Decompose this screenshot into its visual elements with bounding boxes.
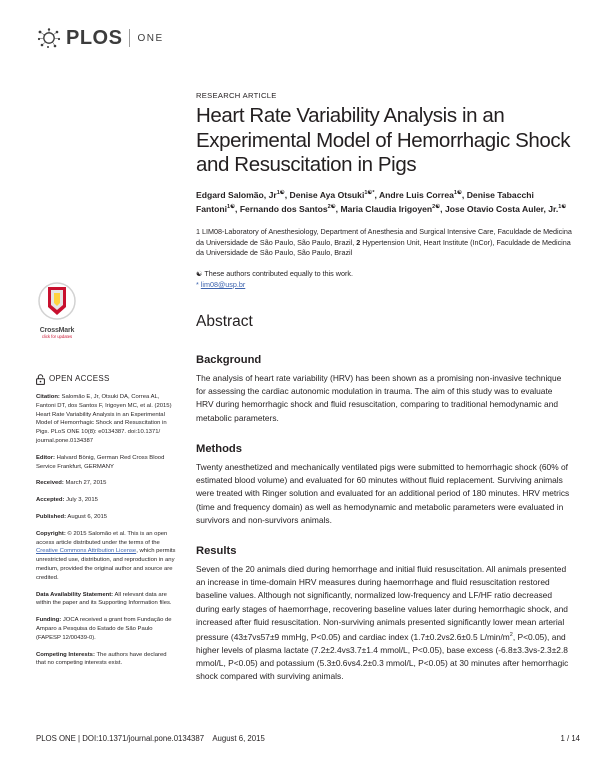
author-name[interactable]: Fernando dos Santos bbox=[239, 203, 328, 214]
author-sup: 1☯ bbox=[453, 190, 462, 196]
data-availability-text: All relevant data are within the paper and its Supporting Information files. bbox=[36, 591, 172, 607]
affiliation-text: Hypertension Unit, Heart Institute (InCor), Faculdade de Medicina da Universidade de São Paulo, São Paulo, Brazil bbox=[196, 237, 571, 258]
results-text-cont: , P<0.05), and higher levels of plasma lactate (7.2±2.4vs3.7±1.4 mmol/L, P<0.05), base excess (-6.8±3.3vs-2.3±2.8 mmol/L, P<0.05) and potassium (5.3±0.6vs4.2±0.3 mmol/L, P<0.05) at 30 minutes after hemorrhagic shock compared with surviving animals. bbox=[196, 631, 569, 682]
author-sup: 1☯ bbox=[558, 203, 567, 210]
copyright-label: Copyright: bbox=[36, 530, 66, 537]
methods-paragraph: Twenty anesthetized and mechanically ventilated pigs were submitted to hemorrhagic shock (60% of estimated blood volume) and evaluated for 60 minutes without fluid replacement. Surviving animals were treated with Ringer solution and evaluated for an additional period of 180 minutes. HRV metrics (time and frequency domain) as well as hemodynamic and metabolic parameters were evaluated in survivors and non-survivors animals. bbox=[196, 462, 570, 525]
accepted-block bbox=[36, 496, 176, 505]
plos-one-logo bbox=[36, 26, 164, 50]
author-sup: 1☯* bbox=[364, 190, 375, 196]
funding-block bbox=[36, 616, 176, 642]
copyright-text-cont: , which permits unrestricted use, distribution, and reproduction in any medium, provided the original author and source are credited. bbox=[36, 548, 176, 581]
equal-contribution-symbol: ☯ bbox=[196, 269, 203, 278]
author-name[interactable]: Denise Aya Otsuki bbox=[289, 189, 365, 200]
abstract-heading: Abstract bbox=[196, 313, 253, 330]
equal-contribution-note bbox=[196, 269, 574, 280]
page-number: 1 / 14 bbox=[560, 734, 580, 743]
citation-block bbox=[36, 393, 176, 446]
affiliations bbox=[196, 227, 574, 259]
author-name[interactable]: Jose Otavio Costa Auler, Jr. bbox=[444, 203, 559, 214]
crossmark-badge[interactable] bbox=[32, 281, 82, 339]
author-sup: 1☯ bbox=[276, 190, 285, 196]
author-name[interactable]: Edgard Salomão, Jr bbox=[196, 189, 277, 200]
results-paragraph bbox=[196, 563, 572, 684]
editor-block bbox=[36, 454, 176, 472]
plos-network-icon bbox=[36, 27, 62, 49]
funding-label: Funding: bbox=[36, 617, 62, 624]
data-availability-block bbox=[36, 591, 176, 609]
plos-wordmark: PLOS bbox=[66, 26, 123, 49]
author-sup: 2☯ bbox=[327, 203, 336, 210]
editor-text: Halvard Bönig, German Red Cross Blood Service Frankfurt, GERMANY bbox=[36, 454, 165, 470]
published-block bbox=[36, 513, 176, 522]
corresponding-symbol: * bbox=[196, 279, 199, 289]
competing-interests-label: Competing Interests: bbox=[36, 651, 95, 658]
copyright-text: © 2015 Salomão et al. This is an open access article distributed under the terms of the bbox=[36, 530, 168, 546]
author-sup: 1☯ bbox=[227, 203, 236, 210]
published-label: Published: bbox=[36, 513, 67, 520]
competing-interests-text: The authors have declared that no competing interests exist. bbox=[36, 651, 167, 667]
crossmark-icon bbox=[32, 281, 82, 321]
accepted-label: Accepted: bbox=[36, 497, 65, 504]
corresponding-author-note bbox=[196, 280, 574, 291]
published-date: August 6, 2015 bbox=[67, 513, 108, 520]
author-list: Edgard Salomão, $Jr^{1☯}$, Denise Aya Otsuki$^{1☯*}$, Andre Luis Correa$^{1☯}$, Denise Tabacchi Fantoni$^{1☯}$, Fernando dos Santos$^{2☯}$, Maria Claudia Irigoyen$^{2☯}$, Jose Otavio Costa Auler, Jr.$^{1☯}$ bbox=[196, 189, 567, 214]
footer-separator: | bbox=[78, 734, 81, 743]
author-name[interactable]: Denise Tabacchi Fantoni bbox=[196, 189, 534, 214]
open-access-badge bbox=[36, 374, 176, 385]
journal-name: ONE bbox=[137, 32, 164, 44]
author-notes bbox=[196, 269, 574, 290]
background-heading: Background bbox=[196, 354, 262, 366]
footer-date: August 6, 2015 bbox=[212, 734, 265, 743]
editor-label: Editor: bbox=[36, 454, 55, 461]
article-type: RESEARCH ARTICLE bbox=[196, 91, 277, 100]
funding-text: JOCA received a grant from Fundação de Amparo a Pesquisa do Estado de São Paulo (FAPESP 12/00439-0). bbox=[36, 617, 172, 641]
citation-label: Citation: bbox=[36, 394, 60, 400]
results-superscript: 2 bbox=[509, 632, 513, 639]
corresponding-email-link[interactable]: lim08@usp.br bbox=[200, 279, 246, 289]
competing-interests-block bbox=[36, 651, 176, 669]
article-sidebar bbox=[36, 374, 176, 676]
received-label: Received: bbox=[36, 480, 64, 487]
author-name[interactable]: Maria Claudia Irigoyen bbox=[340, 203, 433, 214]
citation-text: Salomão E, Jr, Otsuki DA, Correa AL, Fantoni DT, dos Santos F, Irigoyen MC, et al. (2015) Heart Rate Variability Analysis in an Experimental Model of Hemorrhagic Shock and Resuscitation in Pigs. PLoS ONE 10(8): e0134387. doi:10.1371/ journal.pone.0134387 bbox=[36, 394, 172, 444]
data-availability-label: Data Availability Statement: bbox=[36, 591, 114, 598]
methods-heading: Methods bbox=[196, 443, 242, 455]
affiliation-number: 2 bbox=[356, 237, 361, 247]
affiliation-number: 1 bbox=[196, 227, 200, 236]
page-footer bbox=[36, 734, 265, 743]
accepted-date: July 3, 2015 bbox=[66, 497, 98, 504]
crossmark-sublabel: click for updates bbox=[41, 334, 73, 339]
results-text: Seven of the 20 animals died during hemorrhage and initial fluid resuscitation. All animals presented an increase in time-domain HRV measures during haemorrhage and fluid resuscitation restored baseline values. Although not significantly, normalized low-frequency and LF/HF ratio decreased during early stages of haemorrhage, recovering baseline values later during hemorrhagic shock, and increased after fluid resuscitation. Non-surviving animals presented significantly lower mean arterial pressure (43±7vs57±9 mmHg, P<0.05) and cardiac index (1.7±0.2vs2.6±0.5 L/min/m bbox=[196, 564, 568, 642]
open-access-label: OPEN ACCESS bbox=[49, 374, 110, 384]
article-title: Heart Rate Variability Analysis in an Experimental Model of Hemorrhagic Shock and Resuscitation in Pigs bbox=[196, 104, 571, 176]
author-sup: 2☯ bbox=[432, 203, 441, 210]
received-date: March 27, 2015 bbox=[65, 480, 107, 487]
copyright-block bbox=[36, 530, 176, 583]
affiliation-text: LIM08-Laboratory of Anesthesiology, Department of Anesthesia and Surgical Intensive Care, Faculdade de Medicina da Universidade de São Paulo, São Paulo, Brazil, bbox=[196, 227, 572, 247]
background-paragraph: The analysis of heart rate variability (HRV) has been shown as a promising non-invasive technique for assessing the cardiac autonomic modulation in trauma. The aim of this study was to evaluate HRV during hemorrhagic shock and fluid resuscitation, comparing to traditional hemodynamic and metabolic parameters. bbox=[196, 373, 562, 423]
crossmark-label: CrossMark bbox=[39, 327, 75, 334]
author-name[interactable]: Andre Luis Correa bbox=[378, 189, 454, 200]
license-link[interactable]: Creative Commons Attribution License bbox=[36, 548, 137, 555]
results-heading: Results bbox=[196, 545, 237, 557]
logo-divider bbox=[129, 29, 130, 47]
received-block bbox=[36, 479, 176, 488]
open-lock-icon bbox=[36, 374, 45, 385]
footer-journal: PLOS ONE bbox=[36, 734, 76, 743]
footer-doi: DOI:10.1371/journal.pone.0134387 bbox=[82, 734, 205, 743]
equal-contribution-text: These authors contributed equally to this work. bbox=[204, 269, 353, 278]
